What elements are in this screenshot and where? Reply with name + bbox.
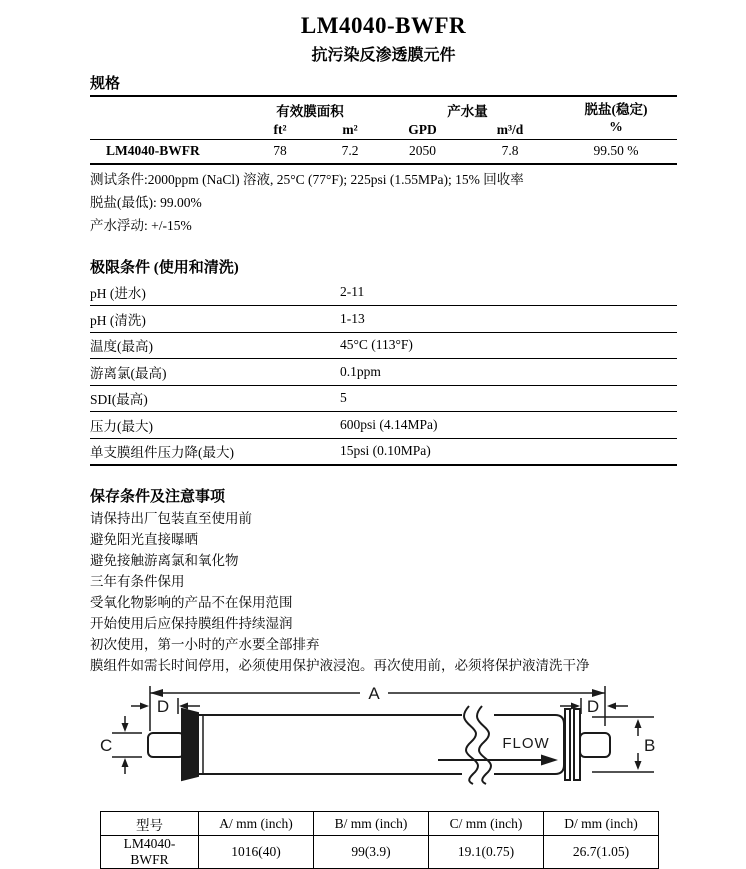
dim-label-b: B xyxy=(644,736,656,756)
spec-value-m2: 7.2 xyxy=(341,142,359,158)
spec-table-group-header-row xyxy=(90,96,677,121)
min-rejection-note: 脱盐(最低): 99.00% xyxy=(90,194,202,210)
limits-heading: 极限条件 (使用和清洗) xyxy=(90,259,239,276)
limit-value-ph-feed: 2-11 xyxy=(340,280,677,306)
limit-label-ph-cleaning: pH (清洗) xyxy=(90,306,340,333)
salt-rejection-label: 脱盐(稳定) xyxy=(584,101,648,117)
dims-header-b: B/ mm (inch) xyxy=(314,812,429,836)
arrowhead xyxy=(122,723,129,732)
limit-value-free-chlorine: 0.1ppm xyxy=(340,359,677,386)
spec-value-gpd: 2050 xyxy=(409,142,436,158)
limit-label-temperature: 温度(最高) xyxy=(90,332,340,359)
spec-value-m3d: 7.8 xyxy=(501,142,519,158)
arrowhead xyxy=(635,719,642,728)
dim-label-c: C xyxy=(100,736,113,756)
spec-header-permeate-flow: 产水量 xyxy=(447,103,488,119)
storage-section xyxy=(90,485,677,676)
storage-item: 避免接触游离氯和氧化物 xyxy=(90,553,239,569)
limit-row xyxy=(90,412,677,439)
test-conditions-note: 测试条件:2000ppm (NaCl) 溶液, 25°C (77°F); 225psi (1.55MPa); 15% 回收率 xyxy=(90,171,524,187)
arrowhead xyxy=(635,761,642,770)
specs-heading: 规格 xyxy=(90,75,121,92)
spec-unit-ft2: ft² xyxy=(240,121,320,140)
dim-label-a: A xyxy=(368,684,380,704)
page-subtitle: 抗污染反渗透膜元件 xyxy=(311,46,456,64)
limits-table xyxy=(90,280,677,467)
dims-value-d: 26.7(1.05) xyxy=(544,836,659,869)
spec-value-ft2: 78 xyxy=(273,142,287,158)
brine-seal xyxy=(182,709,198,780)
page-title: LM4040-BWFR xyxy=(300,13,467,38)
doc-header xyxy=(90,0,677,65)
spec-value-model: LM4040-BWFR xyxy=(106,142,200,158)
storage-item: 三年有条件保用 xyxy=(90,574,185,590)
storage-item: 初次使用，第一小时的产水要全部排弃 xyxy=(90,637,320,653)
limit-value-ph-cleaning: 1-13 xyxy=(340,306,677,333)
limit-label-ph-feed: pH (进水) xyxy=(90,280,340,306)
arrowhead xyxy=(150,689,163,697)
break-squiggle-left xyxy=(464,706,478,784)
spec-unit-m2: m² xyxy=(320,121,380,140)
limit-row xyxy=(90,385,677,412)
dims-value-b: 99(3.9) xyxy=(314,836,429,869)
limit-label-pressure: 压力(最大) xyxy=(90,412,340,439)
permeate-tube-left xyxy=(148,733,184,757)
dims-header-d: D/ mm (inch) xyxy=(544,812,659,836)
salt-rejection-unit: % xyxy=(609,118,623,134)
dims-header-model: 型号 xyxy=(101,812,199,836)
spec-table-data-row xyxy=(90,139,677,164)
storage-heading: 保存条件及注意事项 xyxy=(90,489,226,506)
arrowhead xyxy=(122,758,129,767)
limit-value-pressure-drop: 15psi (0.10MPa) xyxy=(340,438,677,465)
spec-value-rejection: 99.50 % xyxy=(593,142,639,158)
spec-unit-gpd: GPD xyxy=(380,121,465,140)
flow-label: FLOW xyxy=(502,735,550,753)
dimensions-table xyxy=(100,811,659,869)
dim-label-d-right: D xyxy=(586,697,600,717)
storage-item: 受氧化物影响的产品不在保用范围 xyxy=(90,595,293,611)
dimensions-data-row xyxy=(101,836,659,869)
spec-table xyxy=(90,95,677,165)
storage-item: 请保持出厂包装直至使用前 xyxy=(90,511,252,527)
spec-unit-m3d: m³/d xyxy=(465,121,555,140)
limit-label-pressure-drop: 单支膜组件压力降(最大) xyxy=(90,438,340,465)
spec-header-salt-rejection xyxy=(555,96,677,140)
content-column xyxy=(90,0,677,869)
specs-section xyxy=(90,72,677,233)
break-squiggle-right xyxy=(477,706,491,784)
limit-row xyxy=(90,332,677,359)
limit-label-sdi: SDI(最高) xyxy=(90,385,340,412)
dims-value-model: LM4040-BWFR xyxy=(101,836,199,869)
arrowhead xyxy=(592,689,605,697)
limit-label-free-chlorine: 游离氯(最高) xyxy=(90,359,340,386)
limit-value-pressure: 600psi (4.14MPa) xyxy=(340,412,677,439)
dimensions-header-row xyxy=(101,812,659,836)
arrowhead xyxy=(140,703,149,710)
diagram-container xyxy=(98,682,677,809)
limits-section xyxy=(90,256,677,467)
end-cap-ring-inner xyxy=(574,709,580,780)
end-cap-ring-outer xyxy=(565,709,570,780)
dims-header-a: A/ mm (inch) xyxy=(199,812,314,836)
limit-row xyxy=(90,359,677,386)
membrane-element-diagram xyxy=(98,682,698,804)
dims-value-a: 1016(40) xyxy=(199,836,314,869)
flow-variation-note: 产水浮动: +/-15% xyxy=(90,217,192,233)
element-body-left xyxy=(198,715,462,774)
storage-item: 开始使用后应保持膜组件持续湿润 xyxy=(90,616,293,632)
dims-value-c: 19.1(0.75) xyxy=(429,836,544,869)
limit-row xyxy=(90,438,677,465)
limit-value-sdi: 5 xyxy=(340,385,677,412)
spec-header-membrane-area: 有效膜面积 xyxy=(276,103,344,119)
limit-row xyxy=(90,306,677,333)
storage-item: 避免阳光直接曝晒 xyxy=(90,532,198,548)
limit-row xyxy=(90,280,677,306)
limit-value-temperature: 45°C (113°F) xyxy=(340,332,677,359)
dim-label-d-left: D xyxy=(156,697,170,717)
flow-arrowhead xyxy=(541,755,558,766)
dims-header-c: C/ mm (inch) xyxy=(429,812,544,836)
spec-model-header-spacer xyxy=(90,96,240,140)
storage-item: 膜组件如需长时间停用，必须使用保护液浸泡。再次使用前，必须将保护液清洗干净 xyxy=(90,658,590,674)
permeate-tube-right xyxy=(580,733,610,757)
arrowhead xyxy=(607,703,616,710)
